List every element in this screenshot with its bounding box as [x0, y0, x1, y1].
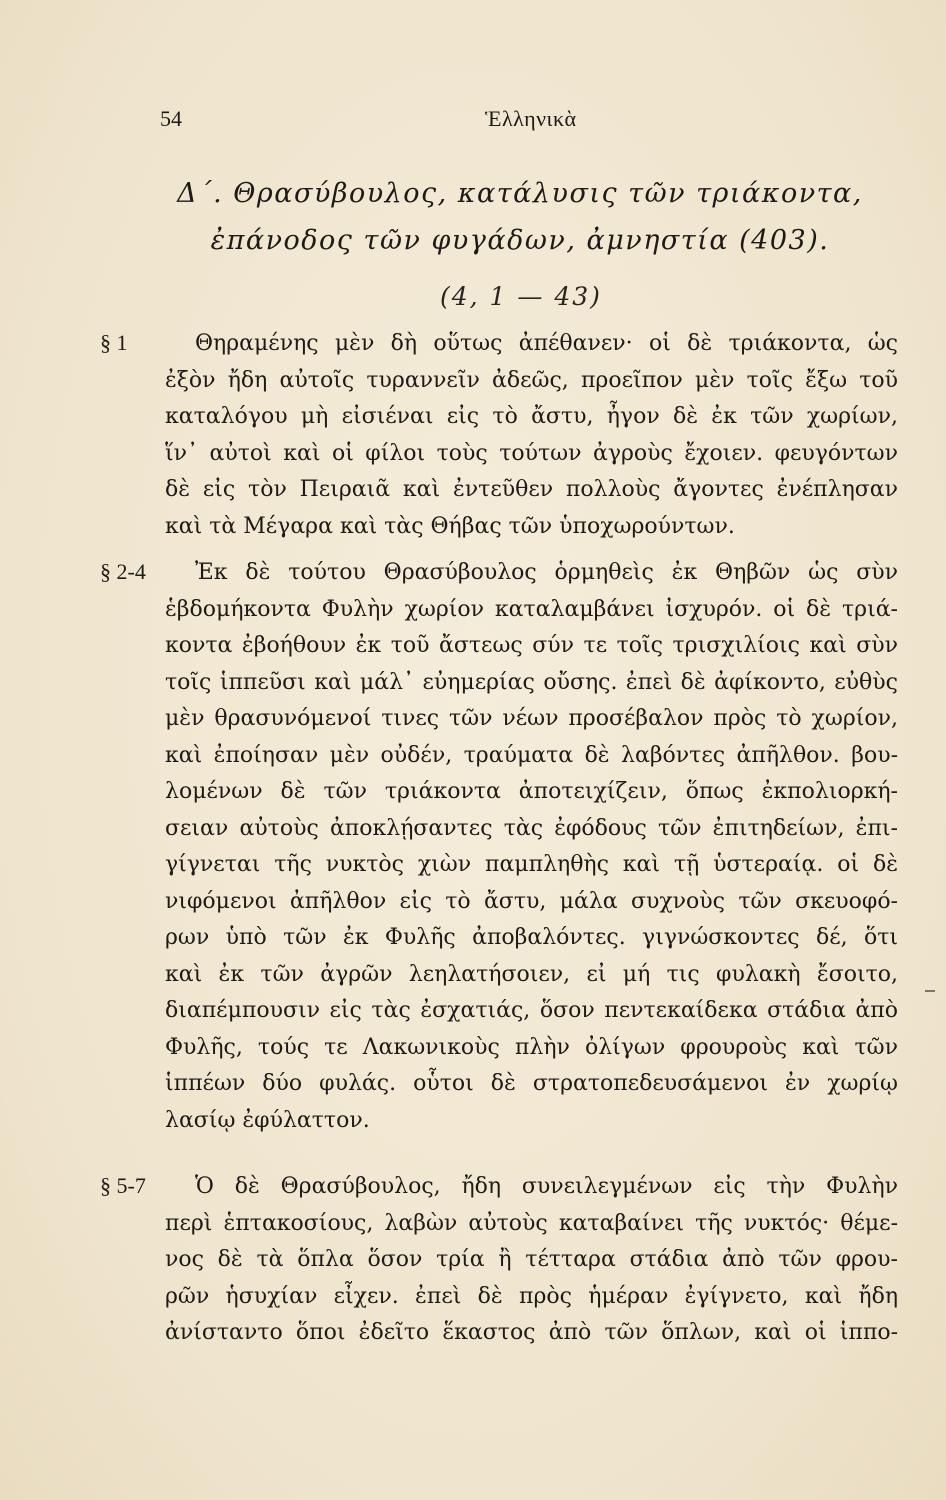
text-line: Θηραμένης μὲν δὴ οὕτως ἀπέθανεν· οἱ δὲ τριάκοντα, ὡς	[195, 331, 898, 356]
section-mark: § 1	[100, 330, 128, 355]
text-line: ρων ὑπὸ τῶν ἐκ Φυλῆς ἀποβαλόντες. γιγνώσκοντες δέ, ὅτι	[165, 925, 898, 950]
text-line: ἑβδομήκοντα Φυλὴν χωρίον καταλαμβάνει ἰσχυρόν. οἱ δὲ τριά-	[165, 596, 898, 622]
text-line: κοντα ἐβοήθουν ἐκ τοῦ ἄστεως σύν τε τοῖς τρισχιλίοις καὶ σὺν	[165, 633, 898, 658]
text-line: ἐξὸν ἤδη αὐτοῖς τυραννεῖν ἀδεῶς, προεῖπον μὲν τοῖς ἔξω τοῦ	[165, 367, 898, 393]
text-line: διαπέμπουσιν εἰς τὰς ἐσχατιάς, ὅσον πεντεκαίδεκα στάδια ἀπὸ	[165, 998, 898, 1023]
chapter-reference: (4, 1 — 43)	[440, 282, 602, 311]
text-line: καὶ ἐκ τῶν ἀγρῶν λεηλατήσοιεν, εἰ μή τις φυλακὴ ἔσοιτο,	[165, 961, 898, 987]
text-line: τοῖς ἱππεῦσι καὶ μάλ᾽ εὐημερίας οὔσης. ἐπεὶ δὲ ἀφίκοντο, εὐθὺς	[165, 669, 898, 695]
text-line: καὶ τὰ Μέγαρα καὶ τὰς Θήβας τῶν ὑποχωρούντων.	[165, 513, 735, 539]
running-title: Ἑλληνικὰ	[485, 106, 577, 131]
chapter-title-line: Δ΄. Θρασύβουλος, κατάλυσις τῶν τριάκοντα,	[177, 178, 863, 209]
text-line: γίγνεται τῆς νυκτὸς χιὼν παμπληθὴς καὶ τῇ ὑστεραίᾳ. οἱ δὲ	[165, 852, 898, 877]
text-line: περὶ ἑπτακοσίους, λαβὼν αὐτοὺς καταβαίνει τῆς νυκτός· θέμε-	[165, 1210, 898, 1236]
margin-mark	[925, 990, 935, 992]
text-line: νιφόμενοι ἀπῆλθον εἰς τὸ ἄστυ, μάλα συχνοὺς τῶν σκευοφό-	[165, 888, 898, 914]
chapter-title	[140, 170, 900, 264]
text-line: Ἐκ δὲ τούτου Θρασύβουλος ὁρμηθεὶς ἐκ Θηβῶν ὡς σὺν	[195, 560, 898, 585]
text-line: ρῶν ἡσυχίαν εἶχεν. ἐπεὶ δὲ πρὸς ἡμέραν ἐγίγνετο, καὶ ἤδη	[165, 1283, 898, 1309]
section-mark: § 2-4	[100, 559, 146, 584]
section-mark: § 5-7	[100, 1173, 146, 1198]
text-line: ἱππέων δύο φυλάς. οὗτοι δὲ στρατοπεδευσάμενοι ἐν χωρίῳ	[165, 1071, 898, 1096]
text-line: λασίῳ ἐφύλαττον.	[165, 1107, 370, 1133]
text-line: ἀνίσταντο ὅποι ἐδεῖτο ἕκαστος ἀπὸ τῶν ὅπλων, καὶ οἱ ἱππο-	[165, 1320, 898, 1345]
text-line: Φυλῆς, τούς τε Λακωνικοὺς πλὴν ὀλίγων φρουροὺς καὶ τῶν	[165, 1034, 898, 1060]
text-line: Ὁ δὲ Θρασύβουλος, ἤδη συνειλεγμένων εἰς τὴν Φυλὴν	[195, 1174, 898, 1199]
text-line: λομένων δὲ τῶν τριάκοντα ἀποτειχίζειν, ὅπως ἐκπολιορκή-	[165, 779, 898, 804]
page-header	[0, 106, 946, 138]
chapter-title-line: ἐπάνοδος τῶν φυγάδων, ἀμνηστία (403).	[210, 225, 830, 256]
text-line: σειαν αὐτοὺς ἀποκλῄσαντες τὰς ἐφόδους τῶν ἐπιτηδείων, ἐπι-	[165, 815, 898, 841]
text-line: καταλόγου μὴ εἰσιέναι εἰς τὸ ἄστυ, ἦγον δὲ ἐκ τῶν χωρίων,	[165, 404, 898, 429]
text-line: μὲν θρασυνόμενοί τινες τῶν νέων προσέβαλον πρὸς τὸ χωρίον,	[165, 706, 898, 731]
text-line: νος δὲ τὰ ὅπλα ὅσον τρία ἢ τέτταρα στάδια ἀπὸ τῶν φρου-	[165, 1247, 898, 1272]
text-line: καὶ ἐποίησαν μὲν οὐδέν, τραύματα δὲ λαβόντες ἀπῆλθον. βου-	[165, 742, 898, 768]
page-number: 54	[160, 106, 182, 131]
text-line: δὲ εἰς τὸν Πειραιᾶ καὶ ἐντεῦθεν πολλοὺς ἄγοντες ἐνέπλησαν	[165, 477, 898, 502]
text-line: ἵν᾽ αὐτοὶ καὶ οἱ φίλοι τοὺς τούτων ἀγροὺς ἔχοιεν. φευγόντων	[165, 440, 898, 466]
